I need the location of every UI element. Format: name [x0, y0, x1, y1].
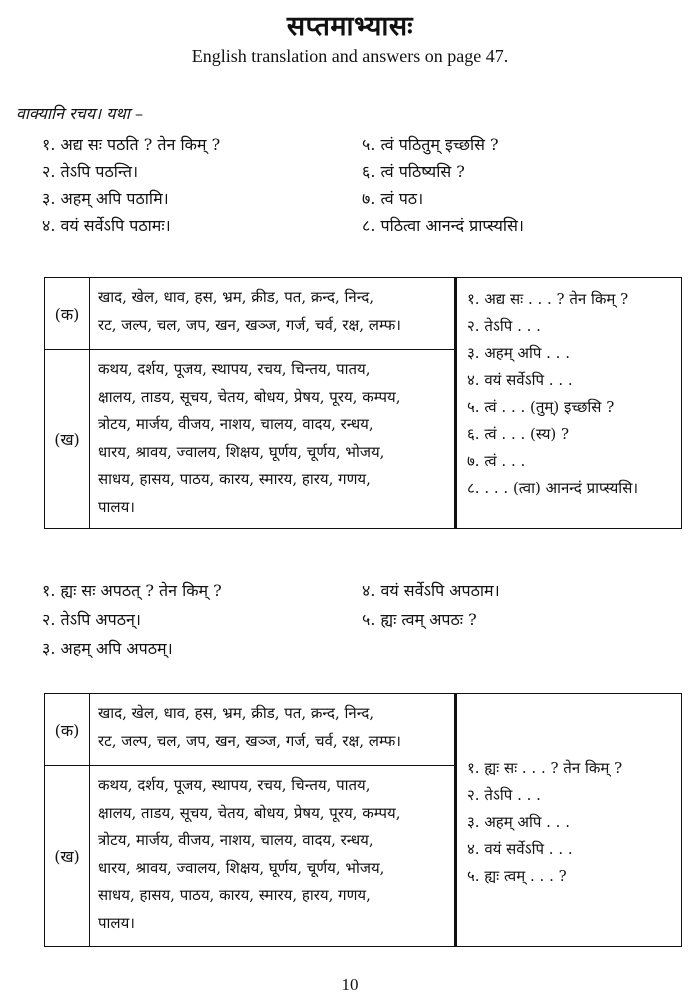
page-title: सप्तमाभ्यासः: [286, 11, 414, 42]
root-line: धारय, श्रावय, ज्वालय, शिक्षय, घूर्णय, चूर्णय, भोजय,: [98, 442, 385, 461]
example-sentence: २. तेऽपि अपठन्।: [42, 610, 141, 629]
root-line: रट, जल्प, चल, जप, खन, खञ्ज, गर्ज, चर्व, रक्ष, लम्फ।: [98, 315, 401, 334]
pattern-line: १. ह्यः सः . . . ? तेन किम् ?: [467, 758, 623, 777]
root-line: कथय, दर्शय, पूजय, स्थापय, रचय, चिन्तय, पातय,: [98, 360, 371, 378]
root-line: पालय।: [98, 913, 135, 932]
roots-group-kha: [90, 766, 456, 947]
root-line: खाद, खेल, धाव, हस, भ्रम, क्रीड, पत, क्रन्द, निन्द,: [98, 704, 375, 722]
pattern-line: ६. त्वं . . . (स्य) ?: [467, 425, 570, 443]
root-line: साधय, हासय, पाठय, कारय, स्मारय, हारय, गणय,: [98, 886, 371, 904]
example-sentence: ४. वयं सर्वेऽपि पठामः।: [42, 216, 171, 235]
root-line: रट, जल्प, चल, जप, खन, खञ्ज, गर्ज, चर्व, रक्ष, लम्फ।: [98, 731, 401, 750]
sentence-patterns: [456, 278, 682, 529]
example-sentence: ४. वयं सर्वेऽपि अपठाम।: [362, 581, 500, 600]
exercise-instruction: वाक्यानि रचय। यथा –: [16, 104, 144, 123]
root-line: क्षालय, ताडय, सूचय, चेतय, बोधय, प्रेषय, पूरय, कम्पय,: [98, 803, 401, 822]
pattern-line: ५. ह्यः त्वम् . . . ?: [467, 866, 567, 885]
pattern-line: १. अद्य सः . . . ? तेन किम् ?: [467, 290, 629, 308]
group-label-kha: (ख): [45, 766, 90, 947]
example-sentence: ८. पठित्वा आनन्दं प्राप्स्यसि।: [362, 216, 524, 235]
example-sentence: १. अद्य सः पठति ? तेन किम् ?: [42, 135, 221, 154]
pattern-line: २. तेऽपि . . .: [467, 785, 541, 804]
root-line: त्रोटय, मार्जय, वीजय, नाशय, चालय, वादय, रन्धय,: [98, 831, 374, 849]
verb-root-table-past: [44, 693, 682, 947]
group-label-ka: (क): [45, 278, 90, 350]
root-line: साधय, हासय, पाठय, कारय, स्मारय, हारय, गणय,: [98, 470, 371, 488]
root-line: कथय, दर्शय, पूजय, स्थापय, रचय, चिन्तय, पातय,: [98, 776, 371, 794]
pattern-line: ४. वयं सर्वेऽपि . . .: [467, 839, 573, 858]
example-sentence: ५. त्वं पठितुम् इच्छसि ?: [362, 135, 499, 154]
pattern-line: ३. अहम् अपि . . .: [467, 812, 570, 831]
example-sentence: १. ह्यः सः अपठत् ? तेन किम् ?: [42, 581, 222, 600]
pattern-line: ८. . . . (त्वा) आनन्दं प्राप्स्यसि।: [467, 479, 639, 497]
root-line: त्रोटय, मार्जय, वीजय, नाशय, चालय, वादय, रन्धय,: [98, 415, 374, 433]
group-label-kha: (ख): [45, 350, 90, 529]
example-sentence: ३. अहम् अपि अपठम्।: [42, 639, 173, 658]
example-sentence: [362, 638, 602, 660]
root-line: धारय, श्रावय, ज्वालय, शिक्षय, घूर्णय, चूर्णय, भोजय,: [98, 858, 385, 877]
example-sentence: २. तेऽपि पठन्ति।: [42, 162, 139, 181]
example-sentence: ५. ह्यः त्वम् अपठः ?: [362, 610, 477, 629]
page-subtitle: English translation and answers on page 47.: [191, 46, 509, 66]
pattern-line: ५. त्वं . . . (तुम्) इच्छसि ?: [467, 398, 615, 416]
present-tense-examples: [42, 134, 602, 237]
root-line: पालय।: [98, 497, 135, 516]
pattern-line: ७. त्वं . . .: [467, 452, 526, 470]
root-line: खाद, खेल, धाव, हस, भ्रम, क्रीड, पत, क्रन्द, निन्द,: [98, 288, 375, 306]
pattern-line: ३. अहम् अपि . . .: [467, 344, 570, 362]
roots-group-ka: [90, 278, 456, 350]
roots-group-ka: [90, 694, 456, 766]
example-sentence: ७. त्वं पठ।: [362, 189, 424, 208]
past-tense-examples: [42, 580, 602, 660]
page-number: 10: [341, 975, 359, 994]
group-label-ka: (क): [45, 694, 90, 766]
example-sentence: ३. अहम् अपि पठामि।: [42, 189, 169, 208]
verb-root-table-present: [44, 277, 682, 529]
root-line: क्षालय, ताडय, सूचय, चेतय, बोधय, प्रेषय, पूरय, कम्पय,: [98, 387, 401, 406]
pattern-line: ४. वयं सर्वेऽपि . . .: [467, 371, 573, 389]
sentence-patterns: [456, 694, 682, 947]
roots-group-kha: [90, 350, 456, 529]
example-sentence: ६. त्वं पठिष्यसि ?: [362, 162, 465, 181]
pattern-line: २. तेऽपि . . .: [467, 317, 541, 335]
